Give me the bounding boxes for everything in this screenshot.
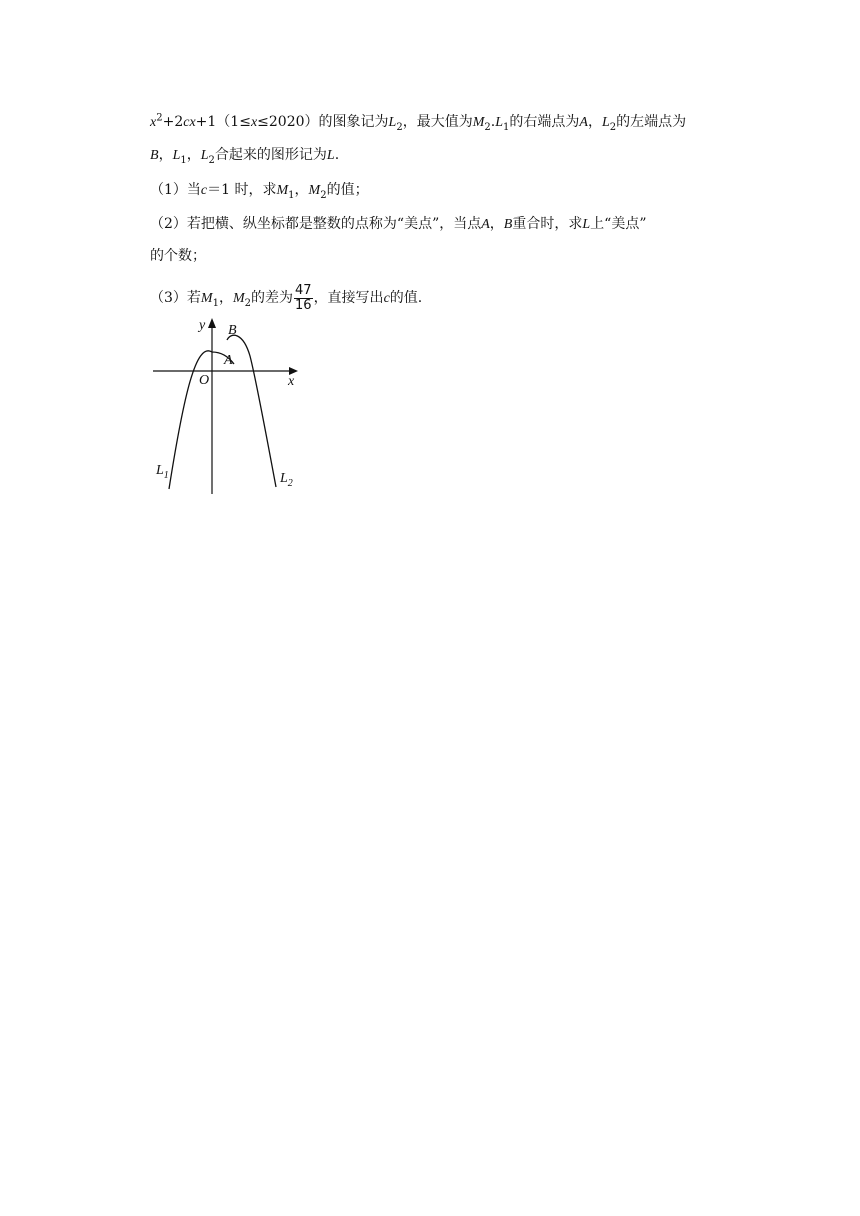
question-2-continuation: 的个数； [150,248,206,264]
l1-label: $L_1$ [156,463,169,481]
problem-line-1: $x^2+2cx+1(1\le x\le 2020)$的图象记为$L_2$，最大值为$M_2.L_1$的右端点为A，$L_2$的左端点为 [150,112,687,133]
curve-L2 [227,335,276,487]
origin-label: O [199,373,210,388]
y-label: y [199,318,206,333]
parabola-figure [148,314,308,500]
point-a-label: A [224,353,233,368]
x-label: x [288,374,295,389]
point-b-label: B [228,323,237,338]
fraction-47-16: $\frac{47}{16}$ [295,282,312,313]
l2-label: $L_2$ [280,471,293,489]
question-1: （1）当c＝1 时，求$M_1$，$M_2$的值； [150,182,369,201]
question-3: （3）若$M_1$，$M_2$的差为 $\frac{47}{16}$ ，直接写出c的值. [150,282,423,313]
y-axis-arrow [208,318,216,328]
problem-line-2: B，$L_1$，$L_2$合起来的图形记为L. [150,147,340,166]
question-2: （2）若把横、纵坐标都是整数的点称为“美点”，当点A，B重合时，求L上“美点” [150,216,647,232]
